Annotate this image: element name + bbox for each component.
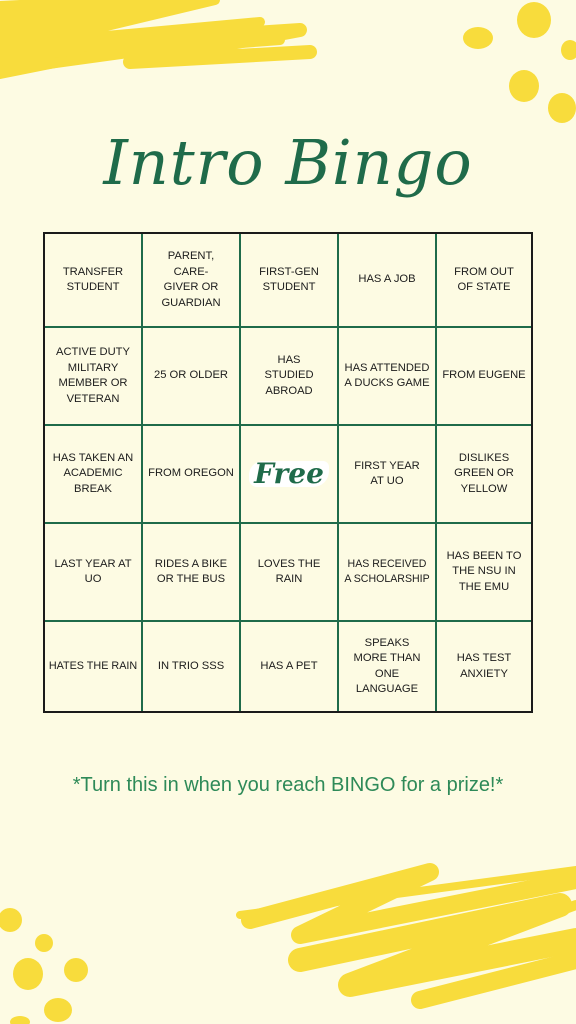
cell-label: HAS RECEIVED A SCHOLARSHIP: [344, 557, 430, 585]
bingo-cell: [241, 524, 337, 620]
bingo-cell: [143, 328, 239, 424]
bingo-cell: [143, 426, 239, 522]
cell-label: ACTIVE DUTY MILITARY MEMBER OR VETERAN: [56, 346, 130, 405]
bottom-right-brush-stroke: [240, 870, 576, 1000]
cell-label: PARENT, CARE-GIVER OR GUARDIAN: [161, 250, 221, 309]
bingo-board: [43, 232, 533, 713]
bingo-cell: [143, 622, 239, 711]
cell-label: FIRST-GEN STUDENT: [259, 265, 319, 293]
bingo-cell: [241, 328, 337, 424]
bingo-cell: [45, 524, 141, 620]
cell-label: DISLIKES GREEN OR YELLOW: [454, 451, 514, 495]
cell-label: FROM OREGON: [148, 467, 234, 480]
free-space-cell: [241, 426, 337, 522]
cell-label: HAS TEST ANXIETY: [456, 652, 512, 680]
cell-label: HAS A PET: [260, 659, 318, 672]
bingo-cell: [339, 524, 435, 620]
cell-label: LAST YEAR AT UO: [54, 557, 132, 585]
bingo-cell: [339, 622, 435, 711]
cell-label: HATES THE RAIN: [48, 659, 138, 672]
cell-label: HAS STUDIED ABROAD: [264, 353, 314, 397]
bingo-cell: [437, 234, 531, 326]
page-title: Intro Bingo: [103, 126, 473, 199]
bingo-cell: [241, 234, 337, 326]
cell-label: FIRST YEAR AT UO: [354, 459, 420, 487]
cell-label: HAS ATTENDED A DUCKS GAME: [344, 361, 430, 389]
bingo-cell: [339, 328, 435, 424]
bottom-left-dots: [0, 908, 88, 1024]
prize-instruction: *Turn this in when you reach BINGO for a prize!*: [72, 774, 504, 796]
cell-label: HAS TAKEN AN ACADEMIC BREAK: [52, 451, 134, 495]
cell-label: RIDES A BIKE OR THE BUS: [154, 557, 228, 585]
cell-label: 25 OR OLDER: [154, 369, 228, 382]
bingo-cell: [241, 622, 337, 711]
bingo-cell: [45, 426, 141, 522]
cell-label: TRANSFER STUDENT: [62, 265, 124, 293]
bingo-cell: [339, 234, 435, 326]
cell-label: FROM OUT OF STATE: [454, 265, 514, 293]
bingo-cell: [339, 426, 435, 522]
bingo-cell: [45, 328, 141, 424]
cell-label: HAS A JOB: [358, 273, 416, 286]
bingo-cell: [143, 234, 239, 326]
bingo-cell: [143, 524, 239, 620]
free-space-label: Free: [254, 457, 324, 491]
top-left-brush-stroke: [0, 0, 310, 74]
cell-label: FROM EUGENE: [442, 369, 526, 382]
top-right-dots: [463, 2, 576, 123]
cell-label: SPEAKS MORE THAN ONE LANGUAGE: [353, 636, 421, 695]
bingo-cell: [437, 524, 531, 620]
cell-label: LOVES THE RAIN: [257, 557, 321, 585]
cell-label: IN TRIO SSS: [157, 659, 225, 672]
bingo-cell: [45, 622, 141, 711]
bingo-cell: [45, 234, 141, 326]
bingo-cell: [437, 622, 531, 711]
bingo-cell: [437, 328, 531, 424]
bingo-cell: [437, 426, 531, 522]
cell-label: HAS BEEN TO THE NSU IN THE EMU: [446, 549, 522, 593]
